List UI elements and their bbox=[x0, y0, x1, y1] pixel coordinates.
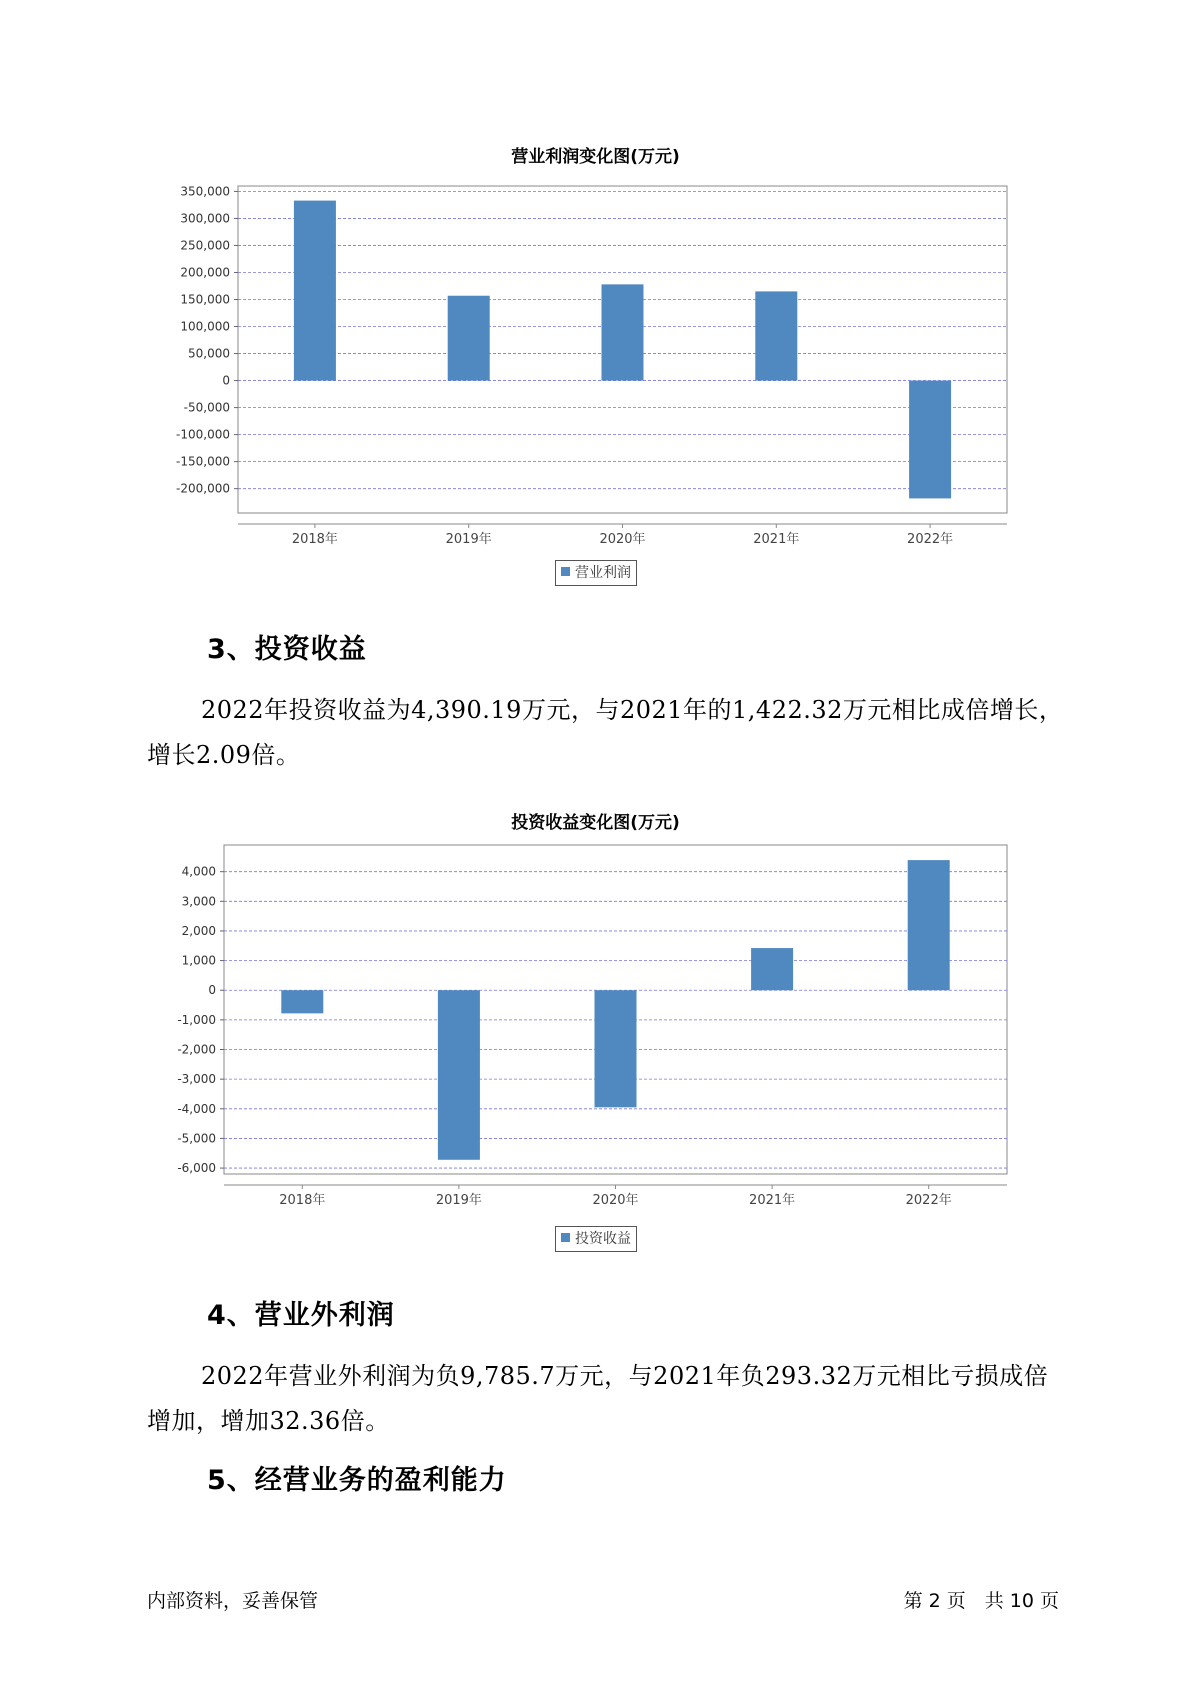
section-4-paragraph: 2022年营业外利润为负9,785.7万元，与2021年负293.32万元相比亏损成倍增加，增加32.36倍。 bbox=[147, 1362, 1049, 1435]
chart1-xtick-label: 2021年 bbox=[753, 532, 800, 547]
chart1-ytick-label: 150,000 bbox=[180, 292, 230, 307]
chart1-legend-label: 营业利润 bbox=[575, 565, 631, 581]
chart2-title: 投资收益变化图(万元) bbox=[511, 813, 680, 833]
chart2-ytick-label: 2,000 bbox=[181, 923, 216, 938]
chart2-ytick-label: -5,000 bbox=[177, 1131, 216, 1146]
chart1-xtick-label: 2020年 bbox=[599, 532, 646, 547]
chart2-bar-2021年 bbox=[751, 948, 793, 990]
chart1-ytick-label: -150,000 bbox=[176, 454, 230, 469]
chart1-xtick-label: 2019年 bbox=[445, 532, 492, 547]
chart1-ytick-label: -100,000 bbox=[176, 427, 230, 442]
section-4-heading: 4、营业外利润 bbox=[207, 1300, 395, 1331]
chart2-ytick-label: -6,000 bbox=[177, 1161, 216, 1176]
section-3-paragraph: 2022年投资收益为4,390.19万元，与2021年的1,422.32万元相比成倍增长，增长2.09倍。 bbox=[147, 696, 1064, 769]
chart1-ytick-label: 100,000 bbox=[180, 319, 230, 334]
section-3-heading: 3、投资收益 bbox=[207, 634, 367, 665]
chart1-xtick-label: 2018年 bbox=[291, 532, 338, 547]
chart2-ytick-label: -1,000 bbox=[177, 1012, 216, 1027]
chart1-ytick-label: 350,000 bbox=[180, 184, 230, 199]
chart2-ytick-label: 0 bbox=[208, 983, 216, 998]
chart2-bar-2018年 bbox=[281, 990, 323, 1013]
chart1-title: 营业利润变化图(万元) bbox=[511, 147, 680, 167]
chart2-xtick-label: 2018年 bbox=[279, 1193, 326, 1208]
footer-confidential: 内部资料，妥善保管 bbox=[147, 1590, 319, 1612]
chart2-ytick-label: 4,000 bbox=[181, 864, 216, 879]
chart2-xtick-label: 2022年 bbox=[905, 1193, 952, 1208]
chart1-ytick-label: 250,000 bbox=[180, 238, 230, 253]
chart2-bar-2020年 bbox=[595, 990, 637, 1107]
chart2-ytick-label: 3,000 bbox=[181, 894, 216, 909]
chart1-ytick-label: -200,000 bbox=[176, 481, 230, 496]
chart2-legend-label: 投资收益 bbox=[575, 1231, 631, 1247]
chart2-ytick-label: -3,000 bbox=[177, 1072, 216, 1087]
chart1-xtick-label: 2022年 bbox=[907, 532, 954, 547]
chart2-ytick-label: 1,000 bbox=[181, 953, 216, 968]
chart1-ytick-label: 0 bbox=[222, 373, 230, 388]
section-5-heading: 5、经营业务的盈利能力 bbox=[207, 1465, 507, 1496]
chart1-ytick-label: 200,000 bbox=[180, 265, 230, 280]
chart1-ytick-label: 300,000 bbox=[180, 211, 230, 226]
chart2-ytick-label: -2,000 bbox=[177, 1042, 216, 1057]
chart2-ytick-label: -4,000 bbox=[177, 1101, 216, 1116]
chart1-ytick-label: -50,000 bbox=[183, 400, 230, 415]
chart2-xtick-label: 2021年 bbox=[749, 1193, 796, 1208]
chart2-legend bbox=[555, 1226, 637, 1252]
chart2-xtick-label: 2019年 bbox=[435, 1193, 482, 1208]
chart2-xtick-label: 2020年 bbox=[592, 1193, 639, 1208]
legend-swatch bbox=[561, 1233, 570, 1242]
chart2-bar-2019年 bbox=[438, 990, 480, 1160]
footer-page-number: 第 2 页 共 10 页 bbox=[903, 1590, 1059, 1612]
chart2-bar-2022年 bbox=[908, 860, 950, 990]
chart1-ytick-label: 50,000 bbox=[188, 346, 230, 361]
